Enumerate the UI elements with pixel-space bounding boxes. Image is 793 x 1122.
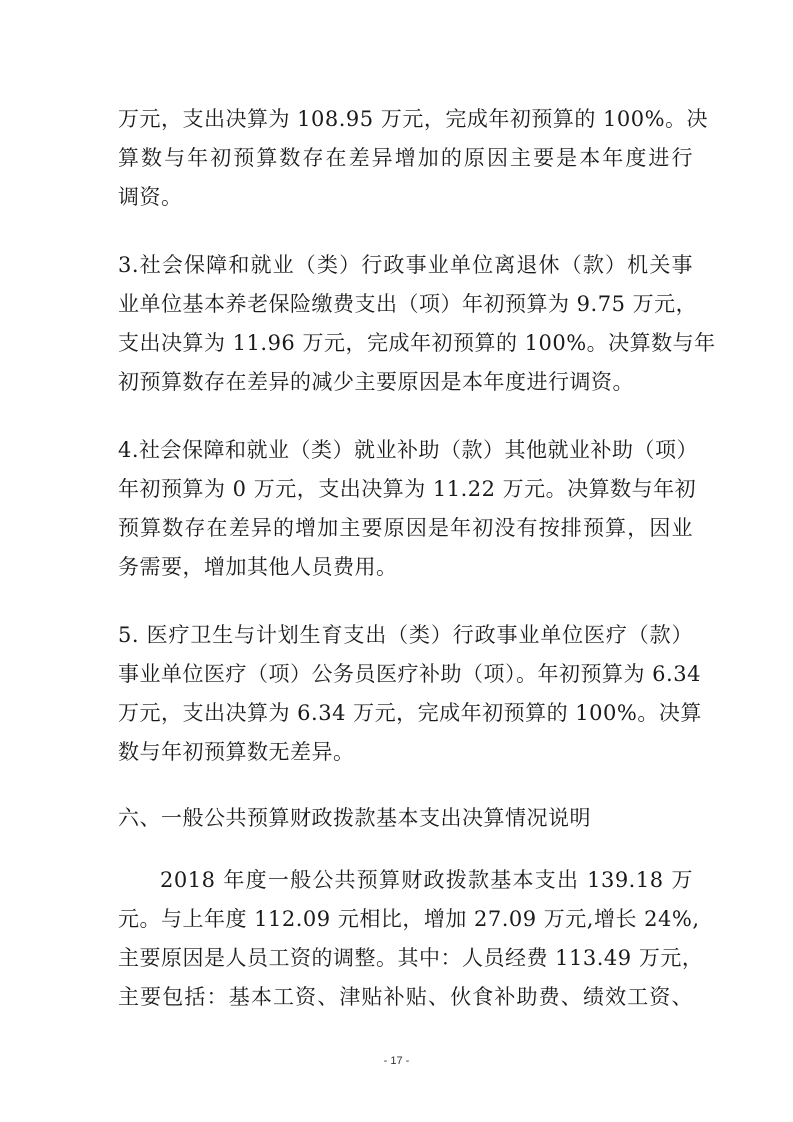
text-line: 主要包括：基本工资、津贴补贴、伙食补助费、绩效工资、 [118, 985, 693, 1009]
text-line: 万元，支出决算为 108.95 万元，完成年初预算的 100%。决 [118, 107, 709, 131]
text-line: 数与年初预算数无差异。 [118, 740, 355, 764]
text-line: 初预算数存在差异的减少主要原因是本年度进行调资。 [118, 370, 634, 394]
text-line: 万元，支出决算为 6.34 万元，完成年初预算的 100%。决算 [118, 701, 702, 725]
text-line: 预算数存在差异的增加主要原因是年初没有按排预算，因业 [118, 516, 693, 540]
text-line: 3.社会保障和就业（类）行政事业单位离退休（款）机关事 [118, 253, 693, 277]
section-heading: 六、一般公共预算财政拨款基本支出决算情况说明 [118, 806, 591, 830]
text-line: 业单位基本养老保险缴费支出（项）年初预算为 9.75 万元， [118, 292, 698, 316]
text-line: 事业单位医疗（项）公务员医疗补助（项）。年初预算为 6.34 [118, 662, 701, 686]
text-line: 2018 年度一般公共预算财政拨款基本支出 139.18 万 [160, 868, 693, 892]
text-line: 务需要，增加其他人员费用。 [118, 555, 398, 579]
page-number: - 17 - [383, 1055, 410, 1067]
text-line: 年初预算为 0 万元，支出决算为 11.22 万元。决算数与年初 [118, 477, 697, 501]
text-line: 4.社会保障和就业（类）就业补助（款）其他就业补助（项） [118, 438, 699, 462]
text-line: 5. 医疗卫生与计划生育支出（类）行政事业单位医疗（款） [118, 623, 693, 647]
text-line: 调资。 [118, 185, 183, 209]
text-line: 算数与年初预算数存在差异增加的原因主要是本年度进行 [118, 146, 693, 170]
text-line: 支出决算为 11.96 万元，完成年初预算的 100%。决算数与年 [118, 331, 716, 355]
text-line: 主要原因是人员工资的调整。其中：人员经费 113.49 万元， [118, 946, 704, 970]
text-line: 元。与上年度 112.09 元相比，增加 27.09 万元,增长 24%, [118, 907, 700, 931]
